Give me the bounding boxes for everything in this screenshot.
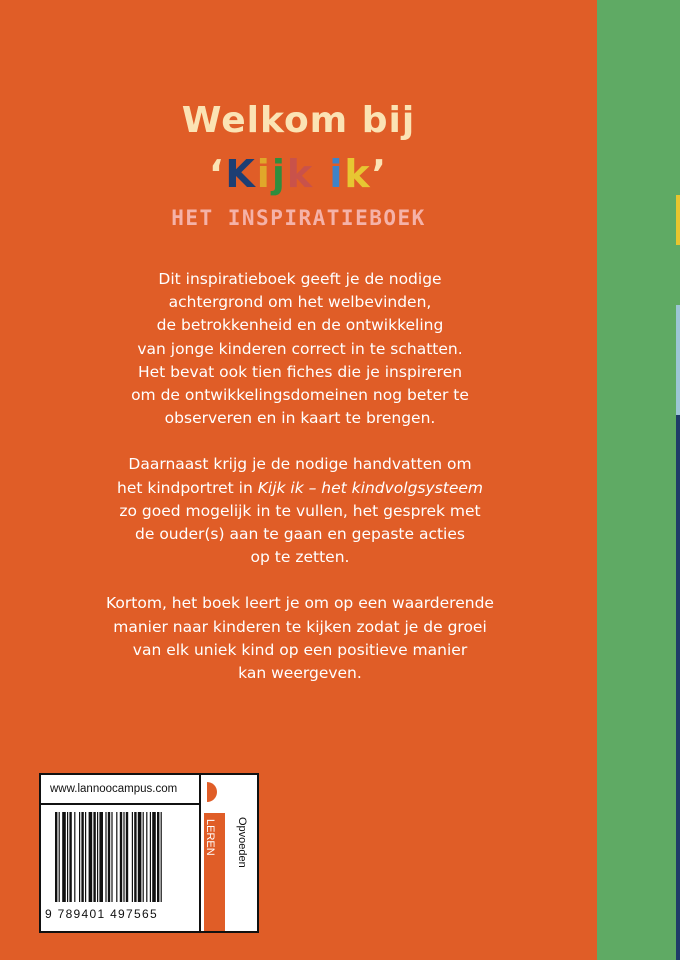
- barcode-bar: [69, 812, 71, 902]
- heading-letter: k: [344, 152, 372, 196]
- barcode-icon: [55, 812, 187, 902]
- text-line: kan weergeven.: [238, 664, 362, 683]
- edge-segment-green-2: [676, 245, 680, 305]
- blurb: [100, 268, 500, 708]
- barcode-bar: [81, 812, 83, 902]
- heading-letter: ‘: [208, 152, 226, 196]
- category-label: LEREN: [204, 819, 216, 856]
- spine: [597, 0, 680, 960]
- heading-letter: i: [329, 152, 345, 196]
- text-line: van jonge kinderen correct in te schatten.: [137, 339, 463, 358]
- barcode-bar: [132, 812, 133, 902]
- text-line: Dit inspiratieboek geeft je de nodige: [158, 270, 442, 288]
- text-line: van elk uniek kind op een positieve manier: [132, 640, 468, 659]
- heading-letter: ’: [371, 152, 389, 196]
- barcode-bar: [85, 812, 86, 902]
- heading-letter: j: [271, 152, 287, 196]
- edge-segment-blue: [676, 305, 680, 415]
- product-title: Kijk ik – het kindvolgsysteem: [257, 478, 483, 497]
- publisher-label: [39, 773, 259, 933]
- barcode-bar: [157, 812, 159, 902]
- edge-segment-yellow: [676, 195, 680, 245]
- isbn-number: 9 789401 497565: [45, 907, 158, 921]
- barcode-bar: [74, 812, 75, 902]
- publisher-url[interactable]: www.lannoocampus.com: [50, 783, 178, 795]
- lannoo-half-circle-icon: [204, 781, 222, 803]
- paragraph-2: [100, 453, 500, 569]
- barcode-bar: [105, 812, 106, 902]
- divider: [41, 803, 199, 805]
- edge-segment-navy: [676, 415, 680, 960]
- barcode-bar: [108, 812, 110, 902]
- barcode-bar: [67, 812, 68, 902]
- barcode-bar: [152, 812, 156, 902]
- barcode-bar: [150, 812, 151, 902]
- subcategory-label: Opvoeden: [236, 817, 248, 868]
- barcode-bar: [134, 812, 136, 902]
- barcode-bar: [143, 812, 144, 902]
- heading-subtitle: HET INSPIRATIEBOEK: [171, 206, 426, 230]
- edge-segment-green: [676, 0, 680, 195]
- divider-vertical: [199, 775, 201, 931]
- text-line: zo goed mogelijk in te vullen, het gesprek met: [119, 501, 481, 520]
- barcode-bar: [123, 812, 124, 902]
- heading-letter: k: [286, 152, 315, 196]
- barcode-bar: [55, 812, 57, 902]
- text-line: Daarnaast krijg je de nodige handvatten om: [128, 455, 472, 474]
- paragraph-1: [100, 268, 500, 430]
- text-fragment: het kindportret in: [117, 478, 258, 497]
- heading-kijk-ik: [0, 152, 597, 196]
- spine-edge: [676, 0, 680, 960]
- text-line: op te zetten.: [250, 548, 350, 567]
- text-line: achtergrond om het welbevinden,: [168, 293, 432, 312]
- barcode-bar: [89, 812, 93, 902]
- text-line: observeren en in kaart te brengen.: [164, 409, 436, 428]
- text-line: manier naar kinderen te kijken zodat je de groei: [113, 617, 487, 636]
- text-line: de betrokkenheid en de ontwikkeling: [156, 316, 444, 335]
- barcode-bar: [59, 812, 60, 902]
- text-line: om de ontwikkelingsdomeinen nog beter te: [131, 386, 469, 405]
- barcode-bar: [79, 812, 80, 902]
- heading-letter: [314, 152, 329, 196]
- barcode-bar: [111, 812, 112, 902]
- barcode-bar: [99, 812, 103, 902]
- barcode-bar: [120, 812, 122, 902]
- heading-letter: K: [225, 152, 257, 196]
- barcode-bar: [97, 812, 98, 902]
- heading-welcome: Welkom bij: [181, 100, 416, 141]
- barcode-bar: [93, 812, 95, 902]
- text-line: Kortom, het boek leert je om op een waarderende: [106, 594, 494, 613]
- text-line: de ouder(s) aan te gaan en gepaste acties: [135, 525, 465, 544]
- text-line: Het bevat ook tien fiches die je inspireren: [137, 362, 463, 381]
- heading-letter: i: [256, 152, 272, 196]
- barcode-bar: [126, 812, 128, 902]
- barcode-bar: [161, 812, 162, 902]
- barcode-bar: [138, 812, 142, 902]
- text-line: [100, 477, 500, 500]
- paragraph-3: [100, 592, 500, 685]
- barcode-bar: [62, 812, 66, 902]
- barcode-bar: [116, 812, 117, 902]
- barcode-bar: [146, 812, 147, 902]
